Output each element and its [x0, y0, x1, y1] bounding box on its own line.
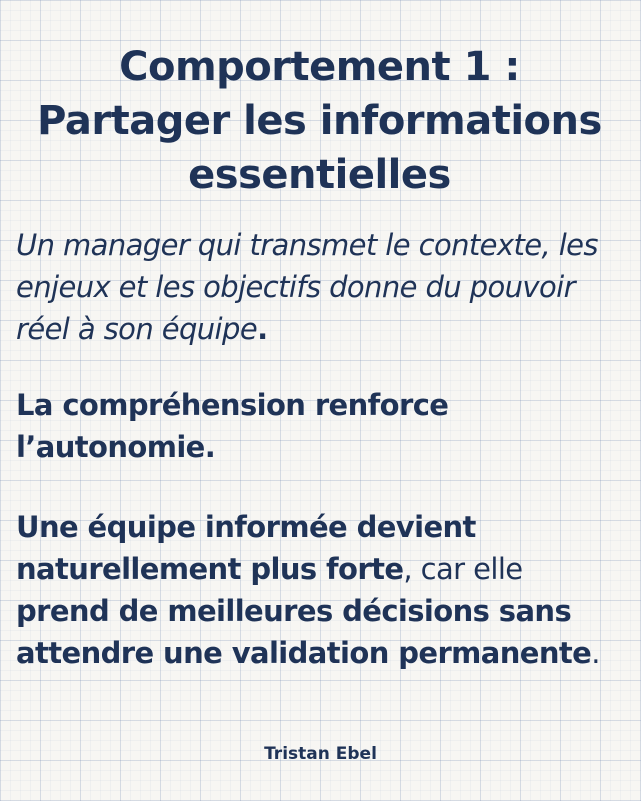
conclusion-part-1: Une équipe informée devient naturellement plus forte [16, 510, 476, 586]
intro-text: Un manager qui transmet le contexte, les enjeux et les objectifs donne du pouvoir réel à son équipe [16, 228, 598, 346]
conclusion-part-3: prend de meilleures décisions sans attendre une validation permanente [16, 594, 592, 670]
intro-paragraph [16, 224, 623, 350]
title-line-2: Partager les informations [37, 98, 602, 144]
author-name: Tristan Ebel [264, 744, 377, 764]
key-statement [16, 384, 623, 468]
title-line-1: Comportement 1 : [119, 44, 520, 90]
intro-period: . [257, 312, 268, 346]
statement-line-2: l’autonomie. [16, 430, 216, 464]
conclusion-part-4: . [591, 636, 600, 670]
conclusion-part-2: , car elle [403, 552, 523, 586]
title-line-3: essentielles [188, 152, 451, 198]
page-title [16, 40, 623, 202]
statement-line-1: La compréhension renforce [16, 388, 449, 422]
conclusion-paragraph [16, 506, 623, 674]
